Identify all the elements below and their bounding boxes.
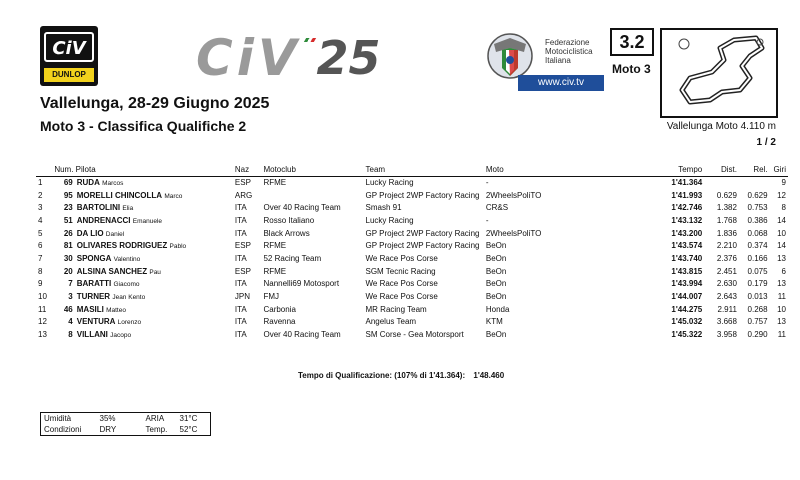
row-pos: 12 — [38, 317, 47, 327]
row-pos: 8 — [38, 266, 43, 276]
row-laps: 14 — [777, 215, 786, 225]
row-number: 81 — [63, 241, 73, 251]
row-dist: 2.210 — [716, 241, 737, 251]
row-number: 69 — [63, 178, 73, 188]
pilot-name: Emanuele — [132, 217, 163, 225]
row-dist: 2.911 — [717, 304, 737, 314]
row-team: We Race Pos Corse — [365, 279, 438, 289]
row-laps: 13 — [777, 317, 786, 327]
weather-row-1 — [41, 413, 211, 425]
row-laps: 10 — [777, 228, 786, 238]
col-pos — [36, 160, 52, 176]
brand-year: 25 — [316, 31, 381, 85]
pilot-surname: TURNER — [76, 292, 111, 302]
row-dist: 0.629 — [716, 190, 737, 200]
track-info: Vallelunga Moto 4.110 m — [666, 121, 776, 132]
row-club: Over 40 Racing Team — [263, 203, 341, 213]
pilot-surname: BARTOLINI — [76, 203, 121, 213]
row-pilot — [75, 201, 233, 214]
row-dist: 2.376 — [716, 253, 737, 263]
row-time: 1'43.574 — [671, 241, 703, 251]
table-row — [36, 227, 788, 240]
pilot-surname: DA LIO — [76, 228, 104, 238]
table-row — [36, 189, 788, 202]
table-row — [36, 278, 788, 291]
qualification-time — [298, 371, 504, 380]
col-club: Motoclub — [261, 160, 363, 176]
row-pilot — [75, 278, 233, 291]
table-row — [36, 176, 788, 189]
row-team: We Race Pos Corse — [365, 292, 438, 302]
pilot-name: Jean Kento — [112, 294, 146, 302]
row-club: RFME — [263, 178, 287, 188]
civ-logo-text: CiV — [44, 32, 94, 62]
table-row — [36, 239, 788, 252]
row-nation: ESP — [234, 178, 251, 188]
federation-line-3: Italiana — [545, 56, 571, 65]
row-nation: ITA — [234, 304, 247, 314]
pilot-surname: MORELLI CHINCOLLA — [76, 190, 163, 200]
row-laps: 11 — [777, 292, 786, 302]
row-rel: 0.179 — [747, 279, 768, 289]
results-body — [36, 176, 788, 341]
website-link[interactable]: www.civ.tv — [518, 75, 604, 91]
row-moto: BeOn — [485, 266, 507, 276]
air-value: 31°C — [179, 414, 198, 423]
row-team: GP Project 2WP Factory Racing — [365, 241, 480, 251]
row-team: SM Corse - Gea Motorsport — [365, 330, 464, 340]
pilot-name: Valentino — [113, 255, 141, 263]
pilot-surname: VILLANI — [76, 330, 108, 340]
row-club: Ravenna — [263, 317, 296, 327]
row-number: 7 — [68, 279, 73, 289]
row-moto: - — [485, 178, 489, 188]
table-header-row — [36, 160, 788, 176]
row-pos: 7 — [38, 253, 43, 263]
row-pos: 9 — [38, 279, 43, 289]
row-club: Over 40 Racing Team — [263, 330, 341, 340]
row-nation: ITA — [234, 203, 247, 213]
humidity-label: Umidità — [44, 414, 72, 423]
weather-box — [40, 412, 211, 436]
humidity-value: 35% — [99, 414, 116, 423]
page-number: 1 / 2 — [756, 137, 776, 148]
row-dist: 3.958 — [716, 330, 737, 340]
federation-line-2: Motociclistica — [545, 47, 593, 56]
row-nation: ARG — [234, 190, 253, 200]
pilot-surname: BARATTI — [76, 279, 112, 289]
row-team: Angelus Team — [365, 317, 417, 327]
pilot-surname: VENTURA — [76, 317, 116, 327]
temp-label: Temp. — [145, 425, 168, 434]
row-laps: 6 — [781, 266, 786, 276]
col-laps: Giri — [770, 160, 788, 176]
row-number: 23 — [63, 203, 73, 213]
row-dist — [704, 176, 739, 189]
row-club: RFME — [263, 266, 287, 276]
row-club: Carbonia — [263, 304, 296, 314]
row-laps: 10 — [777, 304, 786, 314]
event-title: Vallelunga, 28-29 Giugno 2025 — [40, 95, 270, 112]
row-laps: 8 — [781, 203, 786, 213]
row-rel: 0.290 — [747, 330, 768, 340]
row-number: 26 — [63, 228, 73, 238]
row-nation: ITA — [234, 330, 247, 340]
table-row — [36, 265, 788, 278]
row-rel: 0.757 — [747, 317, 768, 327]
results-table — [36, 160, 788, 341]
row-dist: 2.451 — [716, 266, 737, 276]
row-dist: 1.382 — [716, 203, 737, 213]
table-row — [36, 252, 788, 265]
air-label: ARIA — [145, 414, 165, 423]
row-club: Nannelli69 Motosport — [263, 279, 340, 289]
pilot-name: Daniel — [105, 230, 125, 238]
pilot-surname: ALSINA SANCHEZ — [76, 266, 148, 276]
conditions-label: Condizioni — [44, 425, 82, 434]
table-row — [36, 303, 788, 316]
row-pos: 4 — [38, 215, 43, 225]
row-laps: 13 — [777, 279, 786, 289]
col-time: Tempo — [637, 160, 704, 176]
row-nation: ITA — [234, 279, 247, 289]
row-pilot — [75, 239, 233, 252]
row-laps: 9 — [781, 178, 786, 188]
row-pilot — [75, 316, 233, 329]
row-time: 1'41.364 — [671, 178, 703, 188]
row-moto: 2WheelsPoliTO — [485, 190, 542, 200]
row-time: 1'45.032 — [671, 317, 703, 327]
pilot-name: Elia — [122, 205, 134, 213]
pilot-surname: RUDA — [76, 178, 100, 188]
row-number: 20 — [63, 266, 73, 276]
row-time: 1'41.993 — [671, 190, 703, 200]
row-team: Smash 91 — [365, 203, 402, 213]
federation-line-1: Federazione — [545, 38, 590, 47]
col-team: Team — [364, 160, 484, 176]
row-pos: 13 — [38, 330, 47, 340]
class-name: Moto 3 — [612, 62, 651, 76]
row-team: GP Project 2WP Factory Racing — [365, 228, 480, 238]
row-team: MR Racing Team — [365, 304, 427, 314]
row-pos: 11 — [38, 304, 47, 314]
row-moto: - — [485, 215, 489, 225]
pilot-surname: MASILI — [76, 304, 104, 314]
row-pilot — [75, 176, 233, 189]
row-time: 1'43.132 — [671, 215, 703, 225]
tricolor-mark-icon — [303, 38, 315, 42]
row-rel: 0.013 — [747, 292, 768, 302]
row-dist: 3.668 — [716, 317, 737, 327]
row-moto: KTM — [485, 317, 503, 327]
row-pilot — [75, 303, 233, 316]
brand-main: CiV — [196, 29, 301, 87]
session-title: Moto 3 - Classifica Qualifiche 2 — [40, 118, 247, 134]
row-pos: 1 — [38, 178, 43, 188]
row-moto: CR&S — [485, 203, 509, 213]
table-row — [36, 328, 788, 341]
row-team: Lucky Racing — [365, 178, 414, 188]
row-number: 3 — [68, 292, 73, 302]
row-moto: BeOn — [485, 253, 507, 263]
row-moto: BeOn — [485, 279, 507, 289]
pilot-name: Pablo — [169, 243, 187, 251]
row-pos: 2 — [38, 190, 43, 200]
row-nation: ITA — [234, 317, 247, 327]
row-team: We Race Pos Corse — [365, 253, 438, 263]
row-rel: 0.374 — [747, 241, 768, 251]
pilot-name: Marcos — [102, 180, 124, 188]
row-rel: 0.629 — [747, 190, 768, 200]
pilot-name: Marco — [164, 192, 183, 200]
track-layout-icon — [662, 30, 776, 116]
row-time: 1'43.815 — [671, 266, 703, 276]
row-pos: 6 — [38, 241, 43, 251]
conditions-value: DRY — [99, 425, 117, 434]
pilot-surname: ANDRENACCI — [76, 215, 131, 225]
pilot-name: Matteo — [106, 306, 126, 314]
federation-name — [545, 38, 605, 65]
col-rel: Rel. — [739, 160, 770, 176]
row-pilot — [75, 265, 233, 278]
row-nation: ITA — [234, 215, 247, 225]
row-time: 1'42.746 — [671, 203, 703, 213]
row-moto: BeOn — [485, 330, 507, 340]
col-moto: Moto — [484, 160, 637, 176]
row-number: 8 — [68, 330, 73, 340]
row-nation: ESP — [234, 241, 251, 251]
weather-row-2 — [41, 424, 211, 436]
row-moto: Honda — [485, 304, 510, 314]
row-pilot — [75, 252, 233, 265]
row-nation: ESP — [234, 266, 251, 276]
qualification-label: Tempo di Qualificazione: (107% di 1'41.364): — [298, 371, 466, 380]
row-club: Rosso Italiano — [263, 215, 315, 225]
row-moto: 2WheelsPoliTO — [485, 228, 542, 238]
table-row — [36, 290, 788, 303]
row-time: 1'43.200 — [671, 228, 703, 238]
pilot-name: Giacomo — [113, 281, 140, 289]
row-club: RFME — [263, 241, 287, 251]
table-row — [36, 214, 788, 227]
civ-25-brand — [196, 30, 381, 86]
row-dist: 1.768 — [716, 215, 737, 225]
row-nation: ITA — [234, 228, 247, 238]
row-dist: 1.836 — [716, 228, 737, 238]
row-time: 1'43.740 — [671, 253, 703, 263]
row-pilot — [75, 189, 233, 202]
row-pos: 3 — [38, 203, 43, 213]
row-rel: 0.386 — [747, 215, 768, 225]
row-number: 4 — [68, 317, 73, 327]
row-team: Lucky Racing — [365, 215, 414, 225]
pilot-name: Lorenzo — [117, 319, 142, 327]
row-rel: 0.068 — [747, 228, 768, 238]
pilot-surname: OLIVARES RODRIGUEZ — [76, 241, 168, 251]
row-number: 46 — [63, 304, 73, 314]
civ-logo — [40, 26, 98, 86]
dunlop-logo: DUNLOP — [44, 68, 94, 82]
col-dist: Dist. — [704, 160, 739, 176]
pilot-surname: SPONGA — [76, 253, 112, 263]
col-num-pilot: Num. Pilota — [52, 160, 233, 176]
qualification-value: 1'48.460 — [473, 371, 505, 380]
pilot-name: Jacopo — [110, 332, 132, 340]
row-club: 52 Racing Team — [263, 253, 322, 263]
row-club: Black Arrows — [263, 228, 310, 238]
row-nation: JPN — [234, 292, 251, 302]
row-rel — [739, 176, 770, 189]
row-laps: 14 — [777, 241, 786, 251]
row-laps: 11 — [777, 330, 786, 340]
row-pilot — [75, 214, 233, 227]
pilot-name: Pau — [149, 268, 161, 276]
row-nation: ITA — [234, 253, 247, 263]
row-time: 1'45.322 — [671, 330, 703, 340]
row-time: 1'43.994 — [671, 279, 703, 289]
row-team: SGM Tecnic Racing — [365, 266, 436, 276]
row-time: 1'44.275 — [671, 304, 703, 314]
col-naz: Naz — [233, 160, 262, 176]
row-laps: 13 — [777, 253, 786, 263]
track-map — [660, 28, 778, 118]
row-club — [261, 189, 363, 202]
row-rel: 0.268 — [747, 304, 768, 314]
row-number: 95 — [63, 190, 73, 200]
row-pos: 10 — [38, 292, 47, 302]
row-pilot — [75, 227, 233, 240]
row-number: 30 — [63, 253, 73, 263]
row-dist: 2.643 — [716, 292, 737, 302]
row-rel: 0.075 — [747, 266, 768, 276]
table-row — [36, 201, 788, 214]
temp-value: 52°C — [179, 425, 198, 434]
row-pos: 5 — [38, 228, 43, 238]
session-code: 3.2 — [610, 28, 654, 56]
row-rel: 0.166 — [747, 253, 768, 263]
row-pilot — [75, 290, 233, 303]
row-time: 1'44.007 — [671, 292, 703, 302]
row-laps: 12 — [777, 190, 786, 200]
row-pilot — [75, 328, 233, 341]
row-moto: BeOn — [485, 292, 507, 302]
row-club: FMJ — [263, 292, 280, 302]
row-moto: BeOn — [485, 241, 507, 251]
table-row — [36, 316, 788, 329]
row-rel: 0.753 — [747, 203, 768, 213]
row-dist: 2.630 — [716, 279, 737, 289]
row-number: 51 — [63, 215, 73, 225]
row-team: GP Project 2WP Factory Racing — [365, 190, 480, 200]
